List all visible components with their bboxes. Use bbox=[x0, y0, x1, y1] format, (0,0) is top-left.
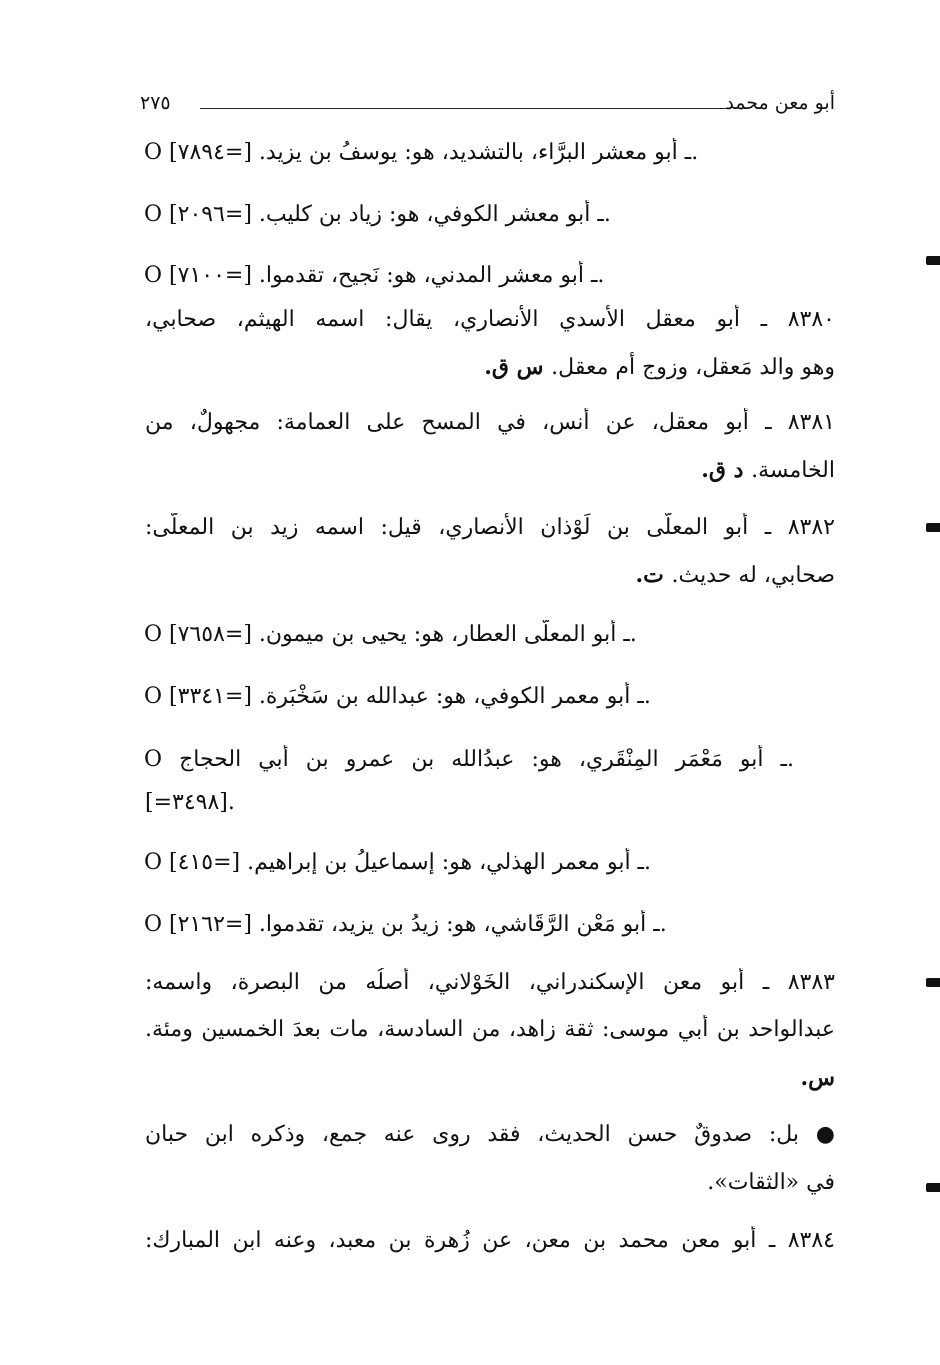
entry-line: O ـ أبو معشر المدني، هو: نَجيح، تقدموا. [=٧١٠٠]. bbox=[144, 263, 605, 288]
entry-line: وهو والد مَعقل، وزوج أم معقل. س ق. bbox=[484, 354, 835, 380]
source-code: س ق. bbox=[484, 354, 552, 380]
scan-edge-mark bbox=[926, 256, 940, 265]
entry-line: O ـ أبو معمر الكوفي، هو: عبدالله بن سَخْبَرة. [=٣٣٤١]. bbox=[144, 684, 651, 709]
entry-line: [=٣٤٩٨]. bbox=[145, 790, 235, 815]
scan-edge-mark bbox=[926, 523, 940, 532]
entry-line: ٨٣٨١ ـ أبو معقل، عن أنس، في المسح على العمامة: مجهولٌ، من bbox=[145, 410, 835, 435]
entry-line: ٨٣٨٤ ـ أبو معن محمد بن معن، عن زُهرة بن معبد، وعنه ابن المبارك: bbox=[145, 1228, 835, 1253]
source-code: ت. bbox=[635, 562, 672, 588]
entry-line bbox=[145, 1063, 835, 1094]
source-code: س. bbox=[800, 1065, 835, 1091]
header-title: أبو معن محمد bbox=[725, 92, 835, 114]
header-rule bbox=[200, 108, 727, 109]
entry-line: ٨٣٨٣ ـ أبو معن الإسكندراني، الخَوْلاني، أصلُه من البصرة، واسمه: bbox=[145, 970, 835, 995]
running-header bbox=[140, 92, 835, 118]
scan-edge-mark bbox=[926, 1183, 940, 1192]
entry-line: O ـ أبو مَعْن الرَّقَاشي، هو: زيدُ بن يزيد، تقدموا. [=٢١٦٢]. bbox=[144, 912, 667, 937]
entry-line: O ـ أبو معشر الكوفي، هو: زياد بن كليب. [=٢٠٩٦]. bbox=[144, 202, 611, 227]
entry-line: صحابي، له حديث. ت. bbox=[635, 562, 835, 588]
source-code: د ق. bbox=[701, 457, 752, 483]
entry-line: O ـ أبو مَعْمَر المِنْقَري، هو: عبدُالله بن عمرو بن أبي الحجاج. bbox=[144, 747, 794, 772]
entry-line: عبدالواحد بن أبي موسى: ثقة زاهد، من السادسة، مات بعدَ الخمسين ومئة. bbox=[145, 1017, 835, 1042]
entry-line: O ـ أبو معشر البرَّاء، بالتشديد، هو: يوسفُ بن يزيد. [=٧٨٩٤]. bbox=[144, 140, 699, 165]
entry-line: الخامسة. د ق. bbox=[701, 457, 835, 483]
scan-edge-mark bbox=[926, 978, 940, 987]
entry-line: ٨٣٨٠ ـ أبو معقل الأسدي الأنصاري، يقال: اسمه الهيثم، صحابي، bbox=[145, 307, 835, 332]
entry-line: O ـ أبو المعلَّى العطار، هو: يحيى بن ميمون. [=٧٦٥٨]. bbox=[144, 622, 637, 647]
editor-note: في «الثقات». bbox=[707, 1170, 835, 1195]
entry-line: O ـ أبو معمر الهذلي، هو: إسماعيلُ بن إبراهيم. [=٤١٥]. bbox=[144, 850, 651, 875]
page-number: ٢٧٥ bbox=[140, 92, 171, 114]
entry-line: ٨٣٨٢ ـ أبو المعلَّى بن لَوْذان الأنصاري، قيل: اسمه زيد بن المعلَّى: bbox=[145, 515, 835, 540]
editor-note: ● بل: صدوقٌ حسن الحديث، فقد روى عنه جمع، وذكره ابن حبان bbox=[145, 1122, 835, 1147]
